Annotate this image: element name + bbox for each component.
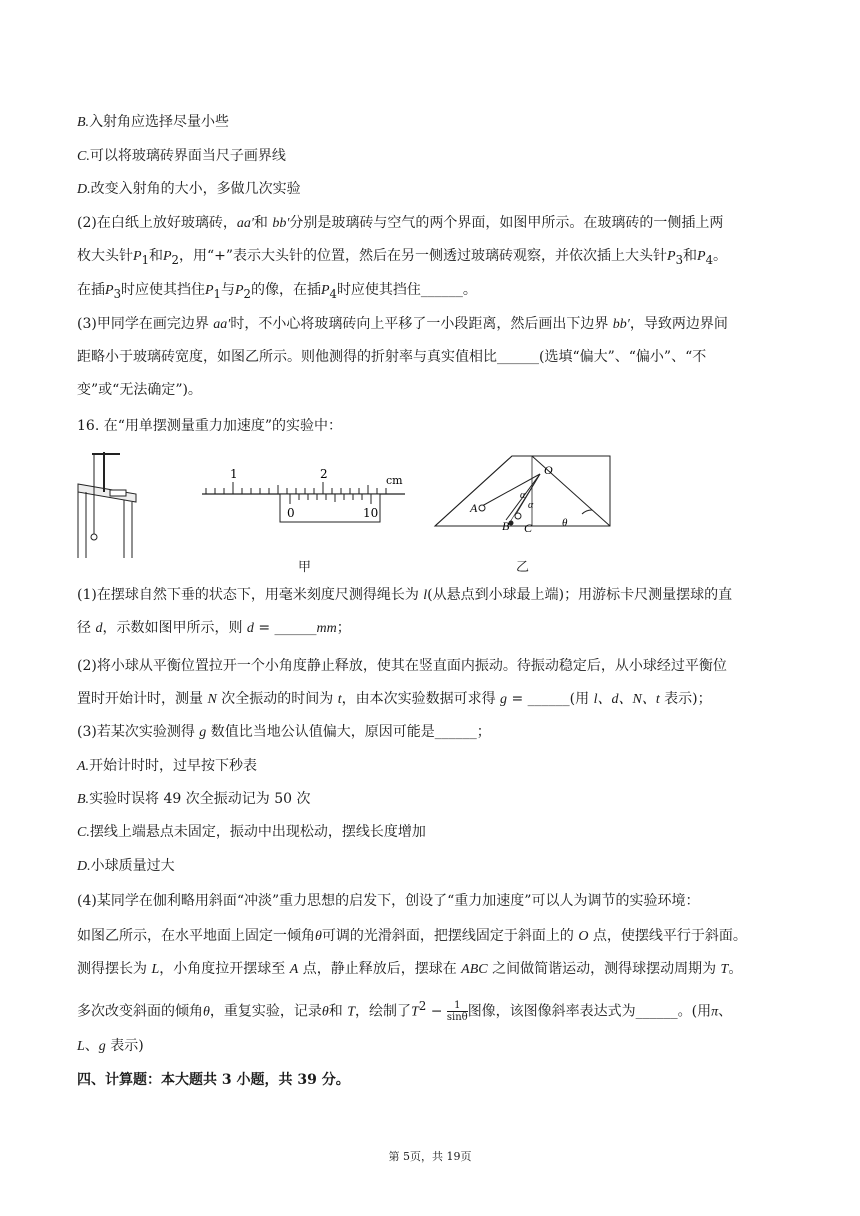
text: (3)甲同学在画完边界 [77, 316, 214, 332]
text: (3)若某次实验测得 [77, 724, 200, 740]
text: ，由本次实验数据可求得 [341, 691, 501, 707]
vernier-caliper-figure [200, 464, 412, 526]
math-var: P [162, 249, 172, 264]
figure-label-yi: 乙 [516, 560, 530, 575]
q16-p4-line3 [77, 959, 742, 980]
text: 时应使其挡住______。 [336, 282, 477, 298]
subscript: 1 [213, 286, 221, 301]
unit: mm [316, 621, 337, 636]
subscript: 4 [705, 252, 713, 267]
text: 点，静止释放后，摆球在 [298, 961, 462, 977]
figure-label-jia: 甲 [298, 560, 312, 575]
text: ，绘制了 [355, 1003, 412, 1020]
fraction-denominator: sinθ [446, 1012, 468, 1024]
math-var: P [204, 283, 214, 298]
ruler-label-2: 2 [320, 467, 328, 481]
math-var: O [578, 929, 589, 944]
text: 在插 [77, 282, 105, 298]
fraction-numerator: 1 [447, 1000, 468, 1012]
math-var: g [500, 692, 508, 707]
text: ，小角度拉开摆球至 [159, 961, 290, 977]
text: ，用“+”表示大头针的位置，然后在另一侧透过玻璃砖观察，并依次插上大头针 [178, 248, 668, 264]
q15-p3-line2: 距略小于玻璃砖宽度，如图乙所示。则他测得的折射率与真实值相比______(选填“偏大”、“偏小”、“不 [77, 349, 707, 365]
option-text: 入射角应选择尽量小些 [89, 114, 230, 130]
math-var: N [207, 692, 217, 707]
math-var: g [98, 1039, 106, 1054]
text: 测得摆长为 [77, 961, 152, 977]
option-letter: A. [77, 759, 90, 774]
text: (从悬点到小球最上端)；用游标卡尺测量摆球的直 [427, 587, 733, 603]
text: ； [336, 620, 351, 636]
text: 径 [77, 620, 96, 636]
q15-p2-line3 [77, 280, 477, 304]
text: 和 [148, 248, 163, 264]
math-var: T [411, 1004, 419, 1020]
subscript: 2 [243, 286, 251, 301]
text: 点，使摆线平行于斜面。 [588, 928, 747, 944]
text: = ______(用 [507, 691, 594, 707]
math-var: aa′ [236, 216, 254, 231]
option-letter: D. [77, 859, 91, 874]
q15-p3-line1 [77, 314, 728, 335]
section-heading: 四、计算题：本大题共 3 小题，共 39 分。 [77, 1072, 350, 1088]
text: 。 [728, 961, 743, 977]
option-text: 小球质量过大 [90, 858, 175, 874]
math-var: θ [203, 1004, 210, 1020]
q15-p2-line2 [77, 246, 727, 270]
fraction [447, 1000, 468, 1023]
text: 的像，在插 [250, 282, 321, 298]
text: 时，不小心将玻璃砖向上平移了一小段距离，然后画出下边界 [230, 316, 613, 332]
vernier-label-0: 0 [287, 506, 295, 520]
text: 次全振动的时间为 [216, 691, 338, 707]
point-c: C [524, 521, 533, 532]
text: 和 [683, 248, 697, 264]
ruler-unit: cm [386, 474, 403, 487]
text: 、 [718, 1003, 733, 1020]
math-var: t [337, 692, 342, 707]
q16-option-c [77, 822, 426, 843]
option-d [77, 179, 301, 200]
text: 表示)； [659, 691, 712, 707]
q16-option-d [77, 856, 175, 877]
angle-alpha-1: α [520, 490, 526, 501]
q16-title: 16. 在“用单摆测量重力加速度”的实验中： [77, 418, 343, 434]
subscript: 3 [113, 286, 121, 301]
text: (2)在白纸上放好玻璃砖， [77, 215, 237, 231]
text: 置时开始计时，测量 [77, 691, 208, 707]
math-var: T [720, 962, 729, 977]
angle-theta: θ [562, 517, 568, 529]
subscript: 3 [675, 252, 683, 267]
option-text: 开始计时时，过早按下秒表 [89, 758, 258, 774]
q16-p1-line1 [77, 585, 732, 606]
math-var: T [347, 1004, 356, 1020]
math-var: L [151, 962, 160, 977]
option-letter: C. [77, 825, 90, 840]
math-var: bb′ [272, 216, 290, 231]
text: ，导致两边界间 [629, 316, 728, 332]
text: 多次改变斜面的倾角 [77, 1003, 203, 1020]
q16-option-b [77, 789, 311, 810]
q16-p2-line1: (2)将小球从平衡位置拉开一个小角度静止释放，使其在竖直面内振动。待振动稳定后，从小球经过平衡位 [77, 658, 727, 674]
q16-p2-line2 [77, 689, 712, 710]
q16-p1-line2 [77, 618, 351, 639]
math-var: bb′ [612, 317, 630, 332]
text: ，示数如图甲所示，则 [102, 620, 247, 636]
math-var: A [289, 962, 299, 977]
option-text: 实验时误将 49 次全振动记为 50 次 [89, 791, 311, 807]
math-vars: l、d、N、t [593, 692, 660, 707]
subscript: 2 [171, 252, 179, 267]
option-letter: C. [77, 149, 90, 164]
option-letter: B. [77, 792, 90, 807]
option-text: 改变入射角的大小，多做几次实验 [90, 181, 301, 197]
option-b [77, 112, 229, 133]
q15-p2-line1 [77, 213, 723, 234]
math-var: d [246, 621, 254, 636]
text: 图像，该图像斜率表达式为______。(用 [467, 1003, 712, 1020]
math-var: d [95, 621, 103, 636]
option-text: 可以将玻璃砖界面当尺子画界线 [89, 148, 286, 164]
math-var: π [711, 1004, 719, 1020]
option-c [77, 146, 286, 167]
text: 、 [84, 1038, 99, 1054]
vernier-label-10: 10 [363, 506, 379, 520]
math-var: g [199, 725, 207, 740]
page-footer: 第 5页，共 19页 [388, 1150, 472, 1163]
math-var: aa′ [213, 317, 231, 332]
text: 可调的光滑斜面，把摆线固定于斜面上的 [321, 928, 579, 944]
math-var: θ [315, 929, 322, 944]
ruler-label-1: 1 [230, 467, 238, 481]
math-var: P [105, 283, 114, 298]
text: 数值比当地公认值偏大，原因可能是______； [206, 724, 491, 740]
point-b: B [502, 519, 510, 532]
text: 之间做简谐运动，测得球摆动周期为 [487, 961, 721, 977]
text: 表示) [105, 1038, 144, 1054]
text: 和 [328, 1003, 348, 1020]
subscript: 4 [329, 286, 337, 301]
text: 和 [253, 215, 273, 231]
text: = ______ [253, 620, 317, 636]
q16-p4-line1: (4)某同学在伽利略用斜面“冲淡”重力思想的启发下，创设了“重力加速度”可以人为调节的实验环境： [77, 893, 700, 909]
text: 与 [220, 282, 235, 298]
math-var: P [667, 249, 676, 264]
minus-sign: − [426, 1003, 447, 1020]
text: 分别是玻璃砖与空气的两个界面，如图甲所示。在玻璃砖的一侧插上两 [289, 215, 724, 231]
q16-option-a [77, 756, 257, 777]
pendulum-stand-figure [76, 446, 150, 558]
q16-p4-line2 [77, 926, 747, 947]
text: ，重复实验，记录 [209, 1003, 322, 1020]
q16-p3-line1 [77, 722, 491, 743]
text: 枚大头针 [77, 248, 133, 264]
math-var: P [234, 283, 244, 298]
superscript: 2 [418, 999, 427, 1013]
math-var: θ [321, 1004, 329, 1020]
math-var: L [77, 1039, 85, 1054]
option-letter: D. [77, 182, 91, 197]
inclined-plane-figure [432, 452, 614, 532]
point-o: O [544, 463, 553, 477]
math-var: P [697, 249, 706, 264]
text: 时应使其挡住 [120, 282, 205, 298]
text: (1)在摆球自然下垂的状态下，用毫米刻度尺测得绳长为 [77, 587, 424, 603]
q15-p3-line3: 变”或“无法确定”)。 [77, 382, 202, 398]
text: 。 [712, 248, 727, 264]
text: 如图乙所示，在水平地面上固定一倾角 [77, 928, 315, 944]
q16-p4-line4 [77, 994, 732, 1025]
point-a: A [470, 501, 478, 515]
option-text: 摆线上端悬点未固定，振动中出现松动，摆线长度增加 [89, 824, 426, 840]
option-letter: B. [77, 115, 90, 130]
angle-alpha-2: α [528, 500, 534, 511]
math-var: l [423, 588, 428, 603]
math-var: ABC [461, 962, 488, 977]
math-var: P [320, 283, 330, 298]
math-var: P [133, 249, 142, 264]
q16-p4-line5 [77, 1036, 144, 1057]
subscript: 1 [141, 252, 149, 267]
